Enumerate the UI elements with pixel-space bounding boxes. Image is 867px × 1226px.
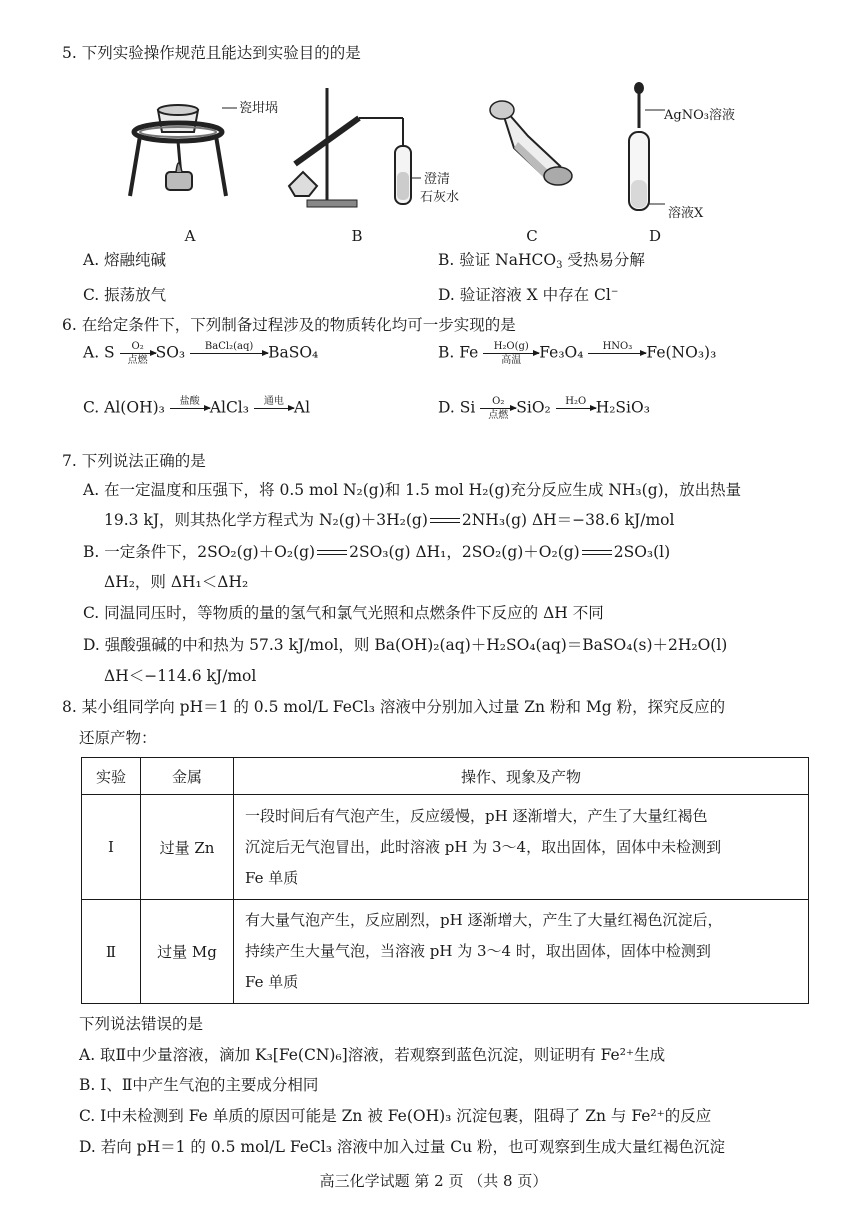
q7-option-a-line1: A. 在一定温度和压强下，将 0.5 mol N₂(g)和 1.5 mol H₂(g)充分反应生成 NH₃(g)，放出热量 (83, 481, 742, 499)
label-agno3-solution: AgNO₃溶液 (664, 108, 735, 123)
q5-option-d: D. 验证溶液 X 中存在 Cl− (438, 286, 619, 304)
q8-stem-line2: 还原产物： (79, 729, 157, 747)
table-cell-metal: 过量 Mg (141, 900, 234, 1004)
table-header-row (82, 758, 809, 795)
table-row (82, 795, 809, 900)
q5-option-a: A. 熔融纯碱 (83, 251, 167, 269)
table-cell-exp: Ⅰ (82, 795, 141, 900)
q8-option-a: A. 取Ⅱ中少量溶液，滴加 K₃[Fe(CN)₆]溶液，若观察到蓝色沉淀，则证明有 Fe²⁺生成 (79, 1046, 666, 1064)
figure-b-heating-apparatus (285, 88, 425, 213)
table-row (82, 900, 809, 1004)
table-cell-exp: Ⅱ (82, 900, 141, 1004)
table-header: 操作、现象及产物 (234, 758, 809, 795)
table-cell-description: 有大量气泡产生，反应剧烈，pH 逐渐增大，产生了大量红褐色沉淀后， 持续产生大量气泡，当溶液 pH 为 3～4 时，取出固体，固体中检测到 Fe 单质 (234, 900, 809, 1004)
q5-option-c: C. 振荡放气 (83, 286, 167, 304)
label-solution-x: 溶液X (668, 206, 704, 221)
q6-option-b: B. Fe H₂O(g) 高温 Fe₃O₄ HNO₃ Fe(NO₃)₃ (438, 341, 717, 366)
figure-letter-d: D (648, 227, 662, 245)
figure-letter-b: B (351, 227, 363, 245)
table-cell-metal: 过量 Zn (141, 795, 234, 900)
q8-option-d: D. 若向 pH＝1 的 0.5 mol/L FeCl₃ 溶液中加入过量 Cu 粉，也可观察到生成大量红褐色沉淀 (79, 1138, 726, 1156)
q6-option-a: A. S O₂ 点燃 SO₃ BaCl₂(aq) BaSO₄ (83, 341, 319, 366)
q6-stem: 6. 在给定条件下，下列制备过程涉及的物质转化均可一步实现的是 (62, 316, 516, 334)
q7-stem: 7. 下列说法正确的是 (62, 452, 206, 470)
q7-option-b-line2: ΔH₂，则 ΔH₁＜ΔH₂ (104, 573, 249, 591)
q6-option-d: D. Si O₂ 点燃 SiO₂ H₂O H₂SiO₃ (438, 396, 650, 421)
q8-ask: 下列说法错误的是 (79, 1015, 204, 1033)
label-limewater-2: 石灰水 (420, 190, 460, 205)
q8-stem-line1: 8. 某小组同学向 pH＝1 的 0.5 mol/L FeCl₃ 溶液中分别加入过量 Zn 粉和 Mg 粉，探究反应的 (62, 698, 726, 716)
q5-stem: 5. 下列实验操作规范且能达到实验目的的是 (62, 44, 361, 62)
q7-option-a-line2: 19.3 kJ，则其热化学方程式为 N₂(g)＋3H₂(g) 2NH₃(g) ΔH＝−38.6 kJ/mol (104, 511, 675, 529)
q7-option-d-line2: ΔH＜−114.6 kJ/mol (104, 667, 257, 685)
table-header: 实验 (82, 758, 141, 795)
q7-option-c: C. 同温同压时，等物质的量的氢气和氯气光照和点燃条件下反应的 ΔH 不同 (83, 604, 604, 622)
q7-option-d-line1: D. 强酸强碱的中和热为 57.3 kJ/mol，则 Ba(OH)₂(aq)＋H₂SO₄(aq)＝BaSO₄(s)＋2H₂O(l) (83, 636, 728, 654)
q6-option-c: C. Al(OH)₃ 盐酸 AlCl₃ 通电 Al (83, 396, 311, 417)
experiment-table (81, 757, 809, 1004)
q7-option-b-line1: B. 一定条件下，2SO₂(g)＋O₂(g) 2SO₃(g) ΔH₁，2SO₂(g)＋O₂(g) 2SO₃(l) (83, 543, 671, 561)
q8-option-b: B. Ⅰ、Ⅱ中产生气泡的主要成分相同 (79, 1076, 319, 1094)
q8-option-c: C. Ⅰ中未检测到 Fe 单质的原因可能是 Zn 被 Fe(OH)₃ 沉淀包裹，阻碍了 Zn 与 Fe²⁺的反应 (79, 1107, 712, 1125)
page-footer: 高三化学试题 第 2 页 （共 8 页） (319, 1172, 548, 1190)
figure-c-separatory-funnel (488, 96, 578, 196)
figure-d-test-tube-dropper (625, 82, 665, 217)
table-header: 金属 (141, 758, 234, 795)
label-limewater-1: 澄清 (424, 172, 451, 187)
figure-letter-a: A (184, 227, 196, 245)
label-crucible: 瓷坩埚 (239, 101, 279, 116)
q5-option-b: B. 验证 NaHCO$_3$ 受热易分解 (438, 251, 645, 271)
table-cell-description: 一段时间后有气泡产生，反应缓慢，pH 逐渐增大，产生了大量红褐色 沉淀后无气泡冒出，此时溶液 pH 为 3～4，取出固体，固体中未检测到 Fe 单质 (234, 795, 809, 900)
figure-letter-c: C (526, 227, 538, 245)
